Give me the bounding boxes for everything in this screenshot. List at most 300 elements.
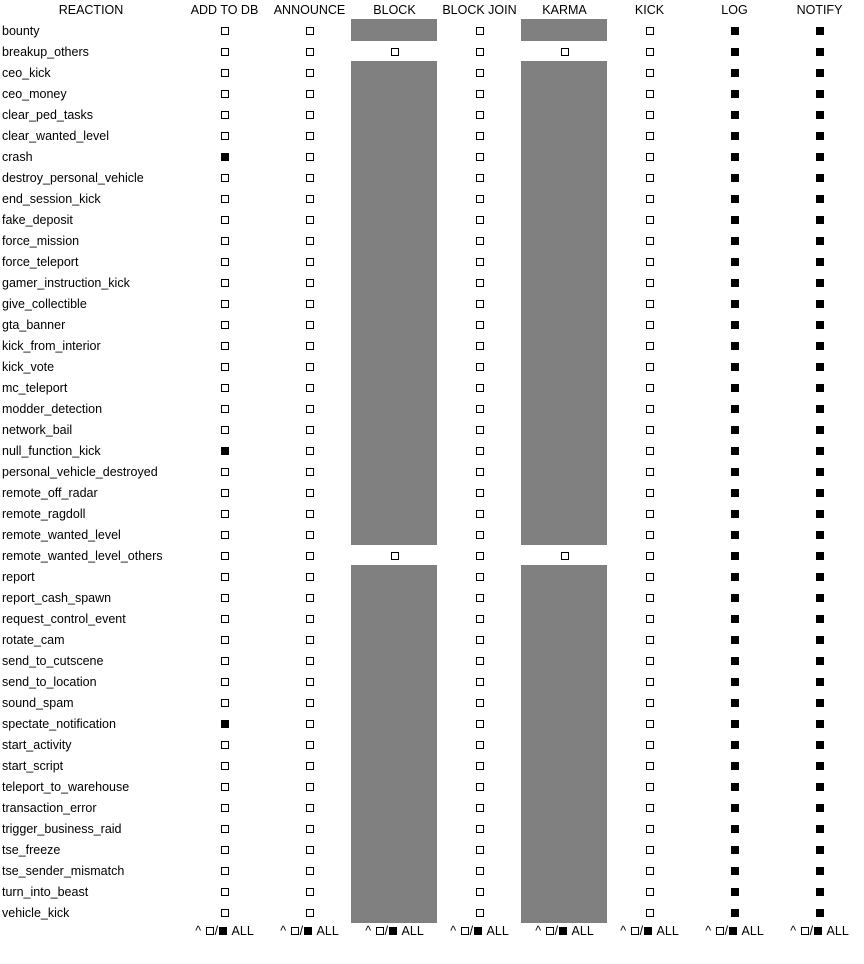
block-join-checkbox[interactable] — [476, 48, 484, 56]
kick-checkbox[interactable] — [646, 909, 654, 917]
add-to-db-checkbox[interactable] — [221, 657, 229, 665]
notify-checkbox[interactable] — [816, 531, 824, 539]
add-to-db-checkbox[interactable] — [221, 111, 229, 119]
block-join-checkbox[interactable] — [476, 258, 484, 266]
add-to-db-checkbox[interactable] — [221, 342, 229, 350]
block-join-checkbox[interactable] — [476, 510, 484, 518]
add-to-db-checkbox[interactable] — [221, 426, 229, 434]
log-checkbox[interactable] — [731, 447, 739, 455]
announce-cell — [267, 314, 352, 335]
add-to-db-checkbox[interactable] — [221, 762, 229, 770]
add-to-db-checkbox[interactable] — [221, 237, 229, 245]
block-join-cell — [437, 608, 522, 629]
notify-checkbox[interactable] — [816, 594, 824, 602]
add-to-db-checkbox[interactable] — [221, 552, 229, 560]
announce-checkbox[interactable] — [306, 531, 314, 539]
add-to-db-checkbox[interactable] — [221, 258, 229, 266]
notify-checkbox[interactable] — [816, 510, 824, 518]
kick-checkbox[interactable] — [646, 90, 654, 98]
announce-cell — [267, 167, 352, 188]
announce-checkbox[interactable] — [306, 405, 314, 413]
block-join-checkbox[interactable] — [476, 426, 484, 434]
add-to-db-checkbox[interactable] — [221, 489, 229, 497]
notify-checkbox[interactable] — [816, 699, 824, 707]
notify-checkbox[interactable] — [816, 552, 824, 560]
kick-checkbox[interactable] — [646, 741, 654, 749]
notify-checkbox[interactable] — [816, 426, 824, 434]
kick-checkbox[interactable] — [646, 153, 654, 161]
announce-checkbox[interactable] — [306, 762, 314, 770]
notify-checkbox[interactable] — [816, 258, 824, 266]
block-join-checkbox[interactable] — [476, 741, 484, 749]
kick-checkbox[interactable] — [646, 237, 654, 245]
add-to-db-checkbox[interactable] — [221, 174, 229, 182]
notify-checkbox[interactable] — [816, 846, 824, 854]
notify-checkbox[interactable] — [816, 573, 824, 581]
add-to-db-checkbox[interactable] — [221, 48, 229, 56]
kick-toggle-all[interactable] — [607, 922, 692, 940]
add-to-db-checkbox[interactable] — [221, 27, 229, 35]
log-checkbox[interactable] — [731, 846, 739, 854]
block-join-checkbox[interactable] — [476, 615, 484, 623]
block-join-checkbox[interactable] — [476, 384, 484, 392]
block-join-checkbox[interactable] — [476, 195, 484, 203]
block-join-checkbox[interactable] — [476, 300, 484, 308]
notify-checkbox[interactable] — [816, 720, 824, 728]
notify-checkbox[interactable] — [816, 489, 824, 497]
notify-checkbox[interactable] — [816, 678, 824, 686]
log-checkbox[interactable] — [731, 321, 739, 329]
log-checkbox[interactable] — [731, 531, 739, 539]
announce-checkbox[interactable] — [306, 216, 314, 224]
kick-checkbox[interactable] — [646, 678, 654, 686]
announce-checkbox[interactable] — [306, 720, 314, 728]
log-checkbox[interactable] — [731, 594, 739, 602]
notify-checkbox[interactable] — [816, 825, 824, 833]
kick-checkbox[interactable] — [646, 384, 654, 392]
kick-checkbox[interactable] — [646, 804, 654, 812]
block-join-checkbox[interactable] — [476, 132, 484, 140]
block-join-checkbox[interactable] — [476, 762, 484, 770]
kick-checkbox[interactable] — [646, 825, 654, 833]
reaction-column-header: REACTION — [58, 2, 124, 17]
log-checkbox[interactable] — [731, 300, 739, 308]
kick-checkbox[interactable] — [646, 699, 654, 707]
kick-checkbox[interactable] — [646, 279, 654, 287]
block-join-checkbox[interactable] — [476, 678, 484, 686]
announce-checkbox[interactable] — [306, 90, 314, 98]
kick-checkbox[interactable] — [646, 132, 654, 140]
announce-checkbox[interactable] — [306, 783, 314, 791]
kick-checkbox[interactable] — [646, 69, 654, 77]
block-join-checkbox[interactable] — [476, 468, 484, 476]
log-checkbox[interactable] — [731, 909, 739, 917]
announce-checkbox[interactable] — [306, 846, 314, 854]
notify-checkbox[interactable] — [816, 909, 824, 917]
block-join-checkbox[interactable] — [476, 405, 484, 413]
announce-checkbox[interactable] — [306, 237, 314, 245]
kick-checkbox[interactable] — [646, 321, 654, 329]
kick-checkbox[interactable] — [646, 594, 654, 602]
add-to-db-checkbox[interactable] — [221, 804, 229, 812]
block-join-checkbox[interactable] — [476, 342, 484, 350]
block-join-checkbox[interactable] — [476, 153, 484, 161]
log-checkbox[interactable] — [731, 216, 739, 224]
announce-checkbox[interactable] — [306, 300, 314, 308]
announce-checkbox[interactable] — [306, 804, 314, 812]
block-join-checkbox[interactable] — [476, 321, 484, 329]
block-join-checkbox[interactable] — [476, 216, 484, 224]
kick-checkbox[interactable] — [646, 405, 654, 413]
announce-checkbox[interactable] — [306, 363, 314, 371]
add-to-db-checkbox[interactable] — [221, 636, 229, 644]
announce-cell — [267, 755, 352, 776]
add-to-db-checkbox[interactable] — [221, 447, 229, 455]
kick-checkbox[interactable] — [646, 720, 654, 728]
notify-checkbox[interactable] — [816, 741, 824, 749]
block-join-checkbox[interactable] — [476, 720, 484, 728]
notify-checkbox[interactable] — [816, 636, 824, 644]
announce-checkbox[interactable] — [306, 615, 314, 623]
log-cell — [692, 881, 777, 902]
block-join-checkbox[interactable] — [476, 825, 484, 833]
kick-checkbox[interactable] — [646, 846, 654, 854]
kick-checkbox[interactable] — [646, 468, 654, 476]
log-checkbox[interactable] — [731, 741, 739, 749]
add-to-db-checkbox[interactable] — [221, 405, 229, 413]
log-checkbox[interactable] — [731, 888, 739, 896]
notify-checkbox[interactable] — [816, 90, 824, 98]
add-to-db-checkbox[interactable] — [221, 531, 229, 539]
kick-checkbox[interactable] — [646, 615, 654, 623]
log-checkbox[interactable] — [731, 195, 739, 203]
log-checkbox[interactable] — [731, 657, 739, 665]
add-to-db-checkbox[interactable] — [221, 384, 229, 392]
table-row — [0, 881, 864, 902]
kick-checkbox[interactable] — [646, 216, 654, 224]
block-checkbox[interactable] — [391, 48, 399, 56]
announce-checkbox[interactable] — [306, 321, 314, 329]
notify-checkbox[interactable] — [816, 174, 824, 182]
notify-checkbox[interactable] — [816, 153, 824, 161]
log-checkbox[interactable] — [731, 489, 739, 497]
log-checkbox[interactable] — [731, 90, 739, 98]
log-checkbox[interactable] — [731, 720, 739, 728]
block-join-checkbox[interactable] — [476, 69, 484, 77]
block-join-checkbox[interactable] — [476, 867, 484, 875]
notify-checkbox[interactable] — [816, 888, 824, 896]
log-cell — [692, 524, 777, 545]
announce-checkbox[interactable] — [306, 384, 314, 392]
add-to-db-cell — [182, 587, 267, 608]
notify-checkbox[interactable] — [816, 27, 824, 35]
add-to-db-checkbox[interactable] — [221, 783, 229, 791]
announce-checkbox[interactable] — [306, 636, 314, 644]
add-to-db-checkbox[interactable] — [221, 846, 229, 854]
log-checkbox[interactable] — [731, 426, 739, 434]
block-join-checkbox[interactable] — [476, 363, 484, 371]
kick-checkbox[interactable] — [646, 489, 654, 497]
kick-checkbox[interactable] — [646, 447, 654, 455]
log-checkbox[interactable] — [731, 825, 739, 833]
announce-checkbox[interactable] — [306, 657, 314, 665]
add-to-db-checkbox[interactable] — [221, 867, 229, 875]
block-join-checkbox[interactable] — [476, 279, 484, 287]
kick-checkbox[interactable] — [646, 258, 654, 266]
add-to-db-toggle-all[interactable] — [182, 922, 267, 940]
table-row — [0, 335, 864, 356]
log-checkbox[interactable] — [731, 69, 739, 77]
block-join-checkbox[interactable] — [476, 174, 484, 182]
log-toggle-all[interactable] — [692, 922, 777, 940]
karma-checkbox[interactable] — [561, 48, 569, 56]
log-checkbox[interactable] — [731, 636, 739, 644]
log-checkbox[interactable] — [731, 510, 739, 518]
block-join-cell — [437, 881, 522, 902]
add-to-db-cell — [182, 482, 267, 503]
notify-checkbox[interactable] — [816, 216, 824, 224]
caret-icon: ^ — [365, 924, 372, 938]
notify-checkbox[interactable] — [816, 384, 824, 392]
log-checkbox[interactable] — [731, 342, 739, 350]
block-join-checkbox[interactable] — [476, 699, 484, 707]
announce-cell — [267, 650, 352, 671]
block-join-checkbox[interactable] — [476, 594, 484, 602]
karma-toggle-all[interactable] — [522, 922, 607, 940]
kick-checkbox[interactable] — [646, 195, 654, 203]
add-to-db-cell — [182, 839, 267, 860]
table-row — [0, 104, 864, 125]
notify-checkbox[interactable] — [816, 615, 824, 623]
announce-checkbox[interactable] — [306, 699, 314, 707]
kick-checkbox[interactable] — [646, 48, 654, 56]
notify-checkbox[interactable] — [816, 762, 824, 770]
kick-checkbox[interactable] — [646, 657, 654, 665]
notify-checkbox[interactable] — [816, 363, 824, 371]
log-checkbox[interactable] — [731, 867, 739, 875]
log-checkbox[interactable] — [731, 258, 739, 266]
add-to-db-checkbox[interactable] — [221, 825, 229, 833]
block-join-checkbox[interactable] — [476, 90, 484, 98]
kick-checkbox[interactable] — [646, 867, 654, 875]
log-checkbox[interactable] — [731, 762, 739, 770]
block-join-checkbox[interactable] — [476, 111, 484, 119]
add-to-db-checkbox[interactable] — [221, 699, 229, 707]
block-join-checkbox[interactable] — [476, 636, 484, 644]
block-join-checkbox[interactable] — [476, 573, 484, 581]
log-checkbox[interactable] — [731, 615, 739, 623]
log-checkbox[interactable] — [731, 132, 739, 140]
add-to-db-checkbox[interactable] — [221, 321, 229, 329]
announce-checkbox[interactable] — [306, 153, 314, 161]
add-to-db-checkbox[interactable] — [221, 888, 229, 896]
announce-checkbox[interactable] — [306, 342, 314, 350]
announce-checkbox[interactable] — [306, 867, 314, 875]
kick-checkbox[interactable] — [646, 888, 654, 896]
announce-checkbox[interactable] — [306, 258, 314, 266]
announce-checkbox[interactable] — [306, 111, 314, 119]
add-to-db-checkbox[interactable] — [221, 573, 229, 581]
block-join-checkbox[interactable] — [476, 909, 484, 917]
kick-checkbox[interactable] — [646, 636, 654, 644]
announce-checkbox[interactable] — [306, 741, 314, 749]
announce-checkbox[interactable] — [306, 48, 314, 56]
log-checkbox[interactable] — [731, 27, 739, 35]
kick-checkbox[interactable] — [646, 783, 654, 791]
notify-checkbox[interactable] — [816, 69, 824, 77]
announce-cell — [267, 692, 352, 713]
block-join-checkbox[interactable] — [476, 489, 484, 497]
add-to-db-checkbox[interactable] — [221, 468, 229, 476]
kick-cell — [607, 20, 692, 41]
notify-toggle-all[interactable] — [777, 922, 862, 940]
log-checkbox[interactable] — [731, 48, 739, 56]
add-to-db-checkbox[interactable] — [221, 720, 229, 728]
block-join-checkbox[interactable] — [476, 888, 484, 896]
notify-cell — [777, 83, 862, 104]
add-to-db-checkbox[interactable] — [221, 195, 229, 203]
notify-checkbox[interactable] — [816, 804, 824, 812]
announce-checkbox[interactable] — [306, 552, 314, 560]
all-label: ALL — [571, 924, 594, 938]
notify-checkbox[interactable] — [816, 321, 824, 329]
block-join-checkbox[interactable] — [476, 552, 484, 560]
block-checkbox[interactable] — [391, 552, 399, 560]
announce-checkbox[interactable] — [306, 573, 314, 581]
kick-checkbox[interactable] — [646, 762, 654, 770]
log-checkbox[interactable] — [731, 699, 739, 707]
add-to-db-column-header: ADD TO DB — [190, 2, 259, 17]
block-join-checkbox[interactable] — [476, 531, 484, 539]
add-to-db-checkbox[interactable] — [221, 216, 229, 224]
add-to-db-checkbox[interactable] — [221, 510, 229, 518]
notify-checkbox[interactable] — [816, 132, 824, 140]
add-to-db-checkbox[interactable] — [221, 678, 229, 686]
notify-checkbox[interactable] — [816, 237, 824, 245]
log-checkbox[interactable] — [731, 237, 739, 245]
add-to-db-checkbox[interactable] — [221, 615, 229, 623]
kick-checkbox[interactable] — [646, 342, 654, 350]
notify-checkbox[interactable] — [816, 195, 824, 203]
block-join-checkbox[interactable] — [476, 846, 484, 854]
log-checkbox[interactable] — [731, 468, 739, 476]
notify-checkbox[interactable] — [816, 48, 824, 56]
notify-checkbox[interactable] — [816, 279, 824, 287]
table-row — [0, 293, 864, 314]
log-checkbox[interactable] — [731, 384, 739, 392]
notify-checkbox[interactable] — [816, 342, 824, 350]
notify-cell — [777, 314, 862, 335]
block-join-checkbox[interactable] — [476, 27, 484, 35]
log-checkbox[interactable] — [731, 174, 739, 182]
announce-checkbox[interactable] — [306, 825, 314, 833]
block-join-cell — [437, 839, 522, 860]
kick-checkbox[interactable] — [646, 510, 654, 518]
notify-checkbox[interactable] — [816, 783, 824, 791]
announce-checkbox[interactable] — [306, 174, 314, 182]
announce-checkbox[interactable] — [306, 888, 314, 896]
kick-checkbox[interactable] — [646, 573, 654, 581]
notify-checkbox[interactable] — [816, 867, 824, 875]
block-join-checkbox[interactable] — [476, 657, 484, 665]
karma-checkbox[interactable] — [561, 552, 569, 560]
add-to-db-checkbox[interactable] — [221, 69, 229, 77]
log-checkbox[interactable] — [731, 363, 739, 371]
unchecked-icon — [206, 927, 214, 935]
add-to-db-checkbox[interactable] — [221, 741, 229, 749]
notify-checkbox[interactable] — [816, 447, 824, 455]
add-to-db-checkbox[interactable] — [221, 279, 229, 287]
log-checkbox[interactable] — [731, 804, 739, 812]
kick-checkbox[interactable] — [646, 27, 654, 35]
log-checkbox[interactable] — [731, 678, 739, 686]
notify-checkbox[interactable] — [816, 468, 824, 476]
log-checkbox[interactable] — [731, 783, 739, 791]
announce-checkbox[interactable] — [306, 678, 314, 686]
announce-checkbox[interactable] — [306, 69, 314, 77]
announce-checkbox[interactable] — [306, 132, 314, 140]
log-checkbox[interactable] — [731, 153, 739, 161]
add-to-db-checkbox[interactable] — [221, 594, 229, 602]
add-to-db-checkbox[interactable] — [221, 363, 229, 371]
table-row — [0, 839, 864, 860]
table-row — [0, 713, 864, 734]
block-join-checkbox[interactable] — [476, 447, 484, 455]
announce-cell — [267, 440, 352, 461]
log-cell — [692, 671, 777, 692]
notify-checkbox[interactable] — [816, 405, 824, 413]
kick-checkbox[interactable] — [646, 531, 654, 539]
log-checkbox[interactable] — [731, 405, 739, 413]
block-join-checkbox[interactable] — [476, 783, 484, 791]
block-toggle-all[interactable] — [352, 922, 437, 940]
kick-checkbox[interactable] — [646, 363, 654, 371]
announce-checkbox[interactable] — [306, 426, 314, 434]
log-checkbox[interactable] — [731, 552, 739, 560]
notify-checkbox[interactable] — [816, 657, 824, 665]
kick-checkbox[interactable] — [646, 174, 654, 182]
announce-checkbox[interactable] — [306, 468, 314, 476]
announce-checkbox[interactable] — [306, 594, 314, 602]
announce-checkbox[interactable] — [306, 279, 314, 287]
kick-checkbox[interactable] — [646, 426, 654, 434]
announce-checkbox[interactable] — [306, 447, 314, 455]
add-to-db-checkbox[interactable] — [221, 153, 229, 161]
notify-checkbox[interactable] — [816, 300, 824, 308]
kick-checkbox[interactable] — [646, 111, 654, 119]
announce-checkbox[interactable] — [306, 195, 314, 203]
log-checkbox[interactable] — [731, 111, 739, 119]
table-row — [0, 251, 864, 272]
log-checkbox[interactable] — [731, 573, 739, 581]
block-join-checkbox[interactable] — [476, 804, 484, 812]
block-join-checkbox[interactable] — [476, 237, 484, 245]
add-to-db-checkbox[interactable] — [221, 909, 229, 917]
kick-checkbox[interactable] — [646, 552, 654, 560]
add-to-db-checkbox[interactable] — [221, 300, 229, 308]
announce-checkbox[interactable] — [306, 27, 314, 35]
announce-checkbox[interactable] — [306, 510, 314, 518]
announce-checkbox[interactable] — [306, 489, 314, 497]
announce-checkbox[interactable] — [306, 909, 314, 917]
add-to-db-checkbox[interactable] — [221, 132, 229, 140]
block-join-toggle-all[interactable] — [437, 922, 522, 940]
log-checkbox[interactable] — [731, 279, 739, 287]
announce-toggle-all[interactable] — [267, 922, 352, 940]
add-to-db-checkbox[interactable] — [221, 90, 229, 98]
notify-checkbox[interactable] — [816, 111, 824, 119]
kick-checkbox[interactable] — [646, 300, 654, 308]
